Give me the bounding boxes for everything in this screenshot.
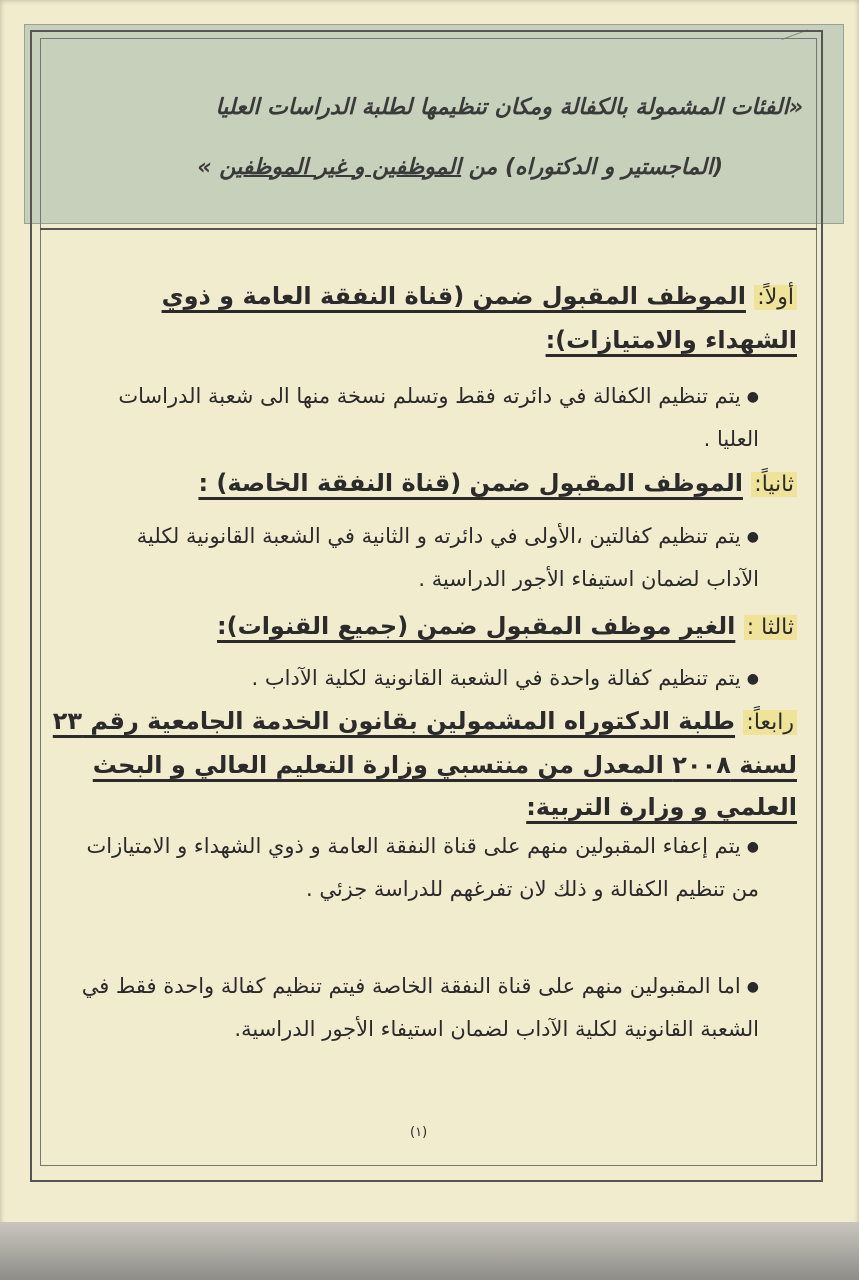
section-3-heading	[97, 605, 797, 649]
section-2-bullet-1-text: يتم تنظيم كفالتين ،الأولى في دائرته و الثانية في الشعبة القانونية لكلية الآداب لضمان استيفاء الأجور الدراسية .	[136, 524, 759, 591]
bullet-icon	[741, 834, 759, 858]
section-2-bullet-1	[79, 515, 759, 600]
section-1-bullet-1	[79, 375, 759, 460]
bullet-icon	[741, 384, 759, 408]
bullet-icon	[741, 974, 759, 998]
section-4-heading	[52, 700, 797, 828]
section-4-bullet-1-text: يتم إعفاء المقبولين منهم على قناة النفقة العامة و ذوي الشهداء و الامتيازات من تنظيم الكفالة و ذلك لان تفرغهم للدراسة جزئي .	[86, 834, 759, 901]
header-title-line2-c: »	[197, 155, 220, 180]
bullet-icon	[741, 524, 759, 548]
section-4-bullet-1	[79, 825, 759, 910]
section-4-title: طلبة الدكتوراه المشمولين بقانون الخدمة الجامعية رقم ٢٣ لسنة ٢٠٠٨ المعدل من منتسبي وزارة التعليم العالي و البحث العلمي و وزارة التربية:	[52, 707, 797, 821]
section-2-heading	[97, 462, 797, 506]
section-3-label: ثالثا :	[744, 615, 797, 640]
header-title-line2-b: الموظفين و غير الموظفين	[219, 155, 462, 180]
bullet-icon	[741, 666, 759, 690]
section-1-bullet-1-text: يتم تنظيم الكفالة في دائرته فقط وتسلم نسخة منها الى شعبة الدراسات العليا .	[118, 384, 759, 451]
section-2-label: ثانياً:	[751, 472, 797, 497]
page-number: (١)	[410, 1125, 428, 1140]
header-title-line1: «الفئات المشمولة بالكفالة ومكان تنظيمها لطلبة الدراسات العليا	[215, 95, 803, 120]
header-divider	[40, 228, 817, 230]
header-title-line2-a: (الماجستير و الدكتوراه) من	[461, 155, 723, 180]
section-4-label: رابعاً:	[743, 710, 797, 735]
section-1-heading	[97, 275, 797, 361]
section-3-bullet-1-text: يتم تنظيم كفالة واحدة في الشعبة القانونية لكلية الآداب .	[251, 666, 741, 690]
section-1-label: أولاً:	[754, 285, 797, 310]
scan-shadow	[0, 1222, 859, 1280]
section-3-title: الغير موظف المقبول ضمن (جميع القنوات):	[217, 612, 736, 640]
section-3-bullet-1	[79, 657, 759, 700]
section-1-title: الموظف المقبول ضمن (قناة النفقة العامة و ذوي الشهداء والامتيازات):	[161, 282, 797, 354]
section-2-title: الموظف المقبول ضمن (قناة النفقة الخاصة) :	[198, 469, 743, 497]
section-4-bullet-2	[79, 965, 759, 1050]
section-4-bullet-2-text: اما المقبولين منهم على قناة النفقة الخاصة فيتم تنظيم كفالة واحدة فقط في الشعبة القانونية لكلية الآداب لضمان استيفاء الأجور الدراسية.	[81, 974, 759, 1041]
